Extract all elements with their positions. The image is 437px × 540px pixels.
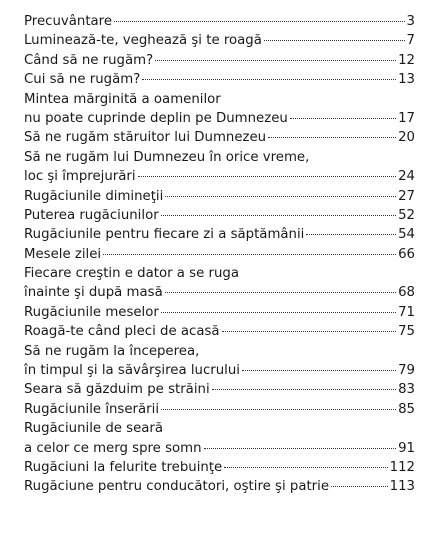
toc-page-number: 66 <box>398 246 415 262</box>
toc-entry-line <box>24 109 415 128</box>
toc-entry-line <box>24 264 415 283</box>
dot-leader <box>165 291 396 293</box>
toc-entry-title: Fiecare creştin e dator a se ruga <box>24 266 239 282</box>
toc-entry-title: Să ne rugăm la începerea, <box>24 343 200 359</box>
dot-leader <box>161 408 396 410</box>
toc-entry-title: Rugăciunile înserării <box>24 401 160 417</box>
toc-entry-line <box>24 51 415 70</box>
toc-entry-line <box>24 148 415 167</box>
toc-entry-title: Când să ne rugăm? <box>24 52 154 68</box>
toc-entry-title: înainte şi după masă <box>24 285 163 301</box>
toc-entry-title: a celor ce merg spre somn <box>24 440 202 456</box>
toc-page-number: 12 <box>398 52 415 68</box>
toc-entry-title: nu poate cuprinde deplin pe Dumnezeu <box>24 110 288 126</box>
toc-entry-line <box>24 419 415 438</box>
toc-entry-line <box>24 361 415 380</box>
toc-entry-line <box>24 322 415 341</box>
toc-entry-line <box>24 439 415 458</box>
toc-entry <box>24 148 415 187</box>
toc-entry <box>24 477 415 496</box>
toc-entry <box>24 322 415 341</box>
toc-entry <box>24 342 415 381</box>
toc-entry <box>24 128 415 147</box>
dot-leader <box>103 253 396 255</box>
dot-leader <box>268 136 396 138</box>
toc-entry <box>24 264 415 303</box>
toc-page-number: 85 <box>398 401 415 417</box>
dot-leader <box>142 78 396 80</box>
toc-page-number: 75 <box>398 324 415 340</box>
toc-entry-line <box>24 245 415 264</box>
toc-entry-title: Să ne rugăm lui Dumnezeu în orice vreme, <box>24 149 310 165</box>
toc-entry-title: Rugăciune pentru conducători, oştire şi patrie <box>24 479 330 495</box>
toc-entry <box>24 400 415 419</box>
toc-page-number: 7 <box>406 33 415 49</box>
toc-entry-title: Luminează-te, veghează şi te roagă <box>24 33 262 49</box>
toc-entry-title: Rugăciunile meselor <box>24 304 159 320</box>
toc-entry <box>24 90 415 129</box>
toc-page-number: 112 <box>389 459 415 475</box>
toc-entry-line <box>24 187 415 206</box>
toc-entry-title: loc şi împrejurări <box>24 169 136 185</box>
dot-leader <box>222 330 397 332</box>
dot-leader <box>114 20 404 22</box>
dot-leader <box>306 233 396 235</box>
toc-entry-line <box>24 400 415 419</box>
dot-leader <box>212 388 396 390</box>
toc-entry-line <box>24 206 415 225</box>
dot-leader <box>331 485 388 487</box>
dot-leader <box>161 214 396 216</box>
toc-entry-line <box>24 303 415 322</box>
toc-entry-title: Rugăciunile pentru fiecare zi a săptămânii <box>24 227 305 243</box>
toc-entry-title: Mesele zilei <box>24 246 102 262</box>
toc-entry-title: Mintea mărginită a oamenilor <box>24 91 221 107</box>
dot-leader <box>224 466 387 468</box>
toc-entry-line <box>24 283 415 302</box>
toc-entry-line <box>24 380 415 399</box>
toc-entry-line <box>24 342 415 361</box>
toc-entry-line <box>24 477 415 496</box>
toc-page-number: 71 <box>398 304 415 320</box>
toc-page-number: 79 <box>398 363 415 379</box>
dot-leader <box>242 369 396 371</box>
toc-entry-title: Rugăciunile de seară <box>24 421 164 437</box>
toc-page-number: 3 <box>406 14 415 29</box>
toc-entry <box>24 70 415 89</box>
toc-entry <box>24 187 415 206</box>
dot-leader <box>264 39 405 41</box>
toc-entry-title: Să ne rugăm stăruitor lui Dumnezeu <box>24 130 267 146</box>
toc-entry <box>24 458 415 477</box>
toc-page-number: 68 <box>398 285 415 301</box>
toc-page-number: 13 <box>398 72 415 88</box>
toc-entry-line <box>24 31 415 50</box>
toc-page-number: 24 <box>398 169 415 185</box>
table-of-contents <box>24 12 415 497</box>
dot-leader <box>161 311 396 313</box>
toc-entry-title: Puterea rugăciunilor <box>24 207 159 223</box>
toc-entry-title: Roagă-te când pleci de acasă <box>24 324 220 340</box>
toc-entry-line <box>24 70 415 89</box>
dot-leader <box>165 195 396 197</box>
dot-leader <box>138 175 397 177</box>
dot-leader <box>155 59 396 61</box>
toc-entry-title: Rugăciunile dimineţii <box>24 188 164 204</box>
toc-entry <box>24 12 415 31</box>
toc-entry-title: Cui să ne rugăm? <box>24 72 141 88</box>
toc-page-number: 27 <box>398 188 415 204</box>
toc-page-number: 52 <box>398 207 415 223</box>
toc-entry <box>24 206 415 225</box>
toc-entry <box>24 380 415 399</box>
toc-entry <box>24 225 415 244</box>
toc-entry-title: în timpul şi la săvârşirea lucrului <box>24 363 240 379</box>
toc-page-number: 83 <box>398 382 415 398</box>
dot-leader <box>204 447 397 449</box>
toc-entry <box>24 51 415 70</box>
toc-entry-line <box>24 458 415 477</box>
toc-entry <box>24 245 415 264</box>
toc-entry-line <box>24 12 415 31</box>
toc-entry-line <box>24 128 415 147</box>
dot-leader <box>290 117 396 119</box>
toc-entry-line <box>24 167 415 186</box>
toc-entry-line <box>24 90 415 109</box>
toc-page-number: 20 <box>398 130 415 146</box>
toc-entry-line <box>24 225 415 244</box>
toc-page-number: 113 <box>389 479 415 495</box>
toc-page-number: 17 <box>398 110 415 126</box>
toc-page-number: 91 <box>398 440 415 456</box>
toc-entry <box>24 303 415 322</box>
toc-entry <box>24 31 415 50</box>
toc-page-number: 54 <box>398 227 415 243</box>
toc-entry <box>24 419 415 458</box>
toc-entry-title: Precuvântare <box>24 14 113 29</box>
toc-entry-title: Seara să găzduim pe străini <box>24 382 210 398</box>
toc-entry-title: Rugăciuni la felurite trebuinţe <box>24 459 223 475</box>
